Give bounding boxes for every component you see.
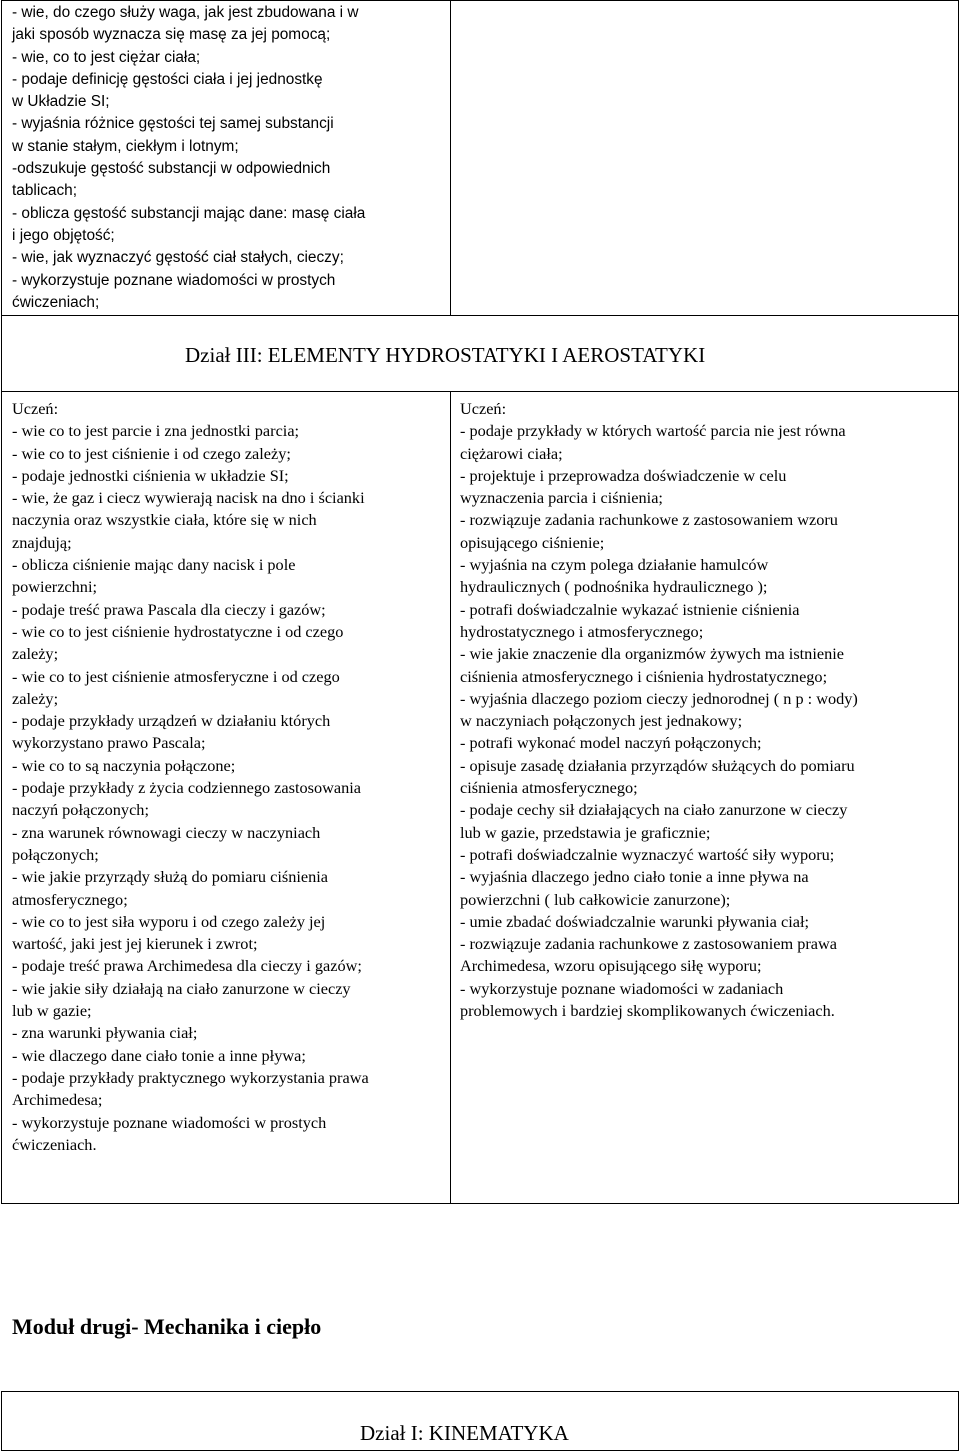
text-line: problemowych i bardziej skomplikowanych ćwiczeniach.	[460, 1001, 835, 1021]
text-line: - wie, że gaz i ciecz wywierają nacisk na dno i ścianki	[12, 488, 365, 508]
text-line: - wykorzystuje poznane wiadomości w zadaniach	[460, 978, 784, 998]
text-line: - podaje cechy sił działających na ciało zanurzone w cieczy	[460, 800, 848, 820]
text-line: jaki sposób wyznacza się masę za jej pomocą;	[12, 26, 331, 44]
text-line: - wie jakie znaczenie dla organizmów żywych ma istnienie	[460, 644, 844, 664]
text-line: - wykorzystuje poznane wiadomości w prostych	[12, 271, 336, 289]
top-right-cell	[450, 0, 959, 316]
text-line: wartość, jaki jest jej kierunek i zwrot;	[12, 934, 258, 954]
text-line: - podaje treść prawa Archimedesa dla cieczy i gazów;	[12, 956, 362, 976]
text-line: w naczyniach połączonych jest jednakowy;	[460, 711, 743, 731]
text-line: atmosferycznego;	[12, 889, 128, 909]
text-line: naczyń połączonych;	[12, 800, 149, 820]
text-line: - wie co to jest ciśnienie atmosferyczne i od czego	[12, 666, 340, 686]
text-line: ćwiczeniach.	[12, 1134, 97, 1154]
text-line: - wie co to jest parcie i zna jednostki parcia;	[12, 421, 300, 441]
text-line: - zna warunki pływania ciał;	[12, 1023, 198, 1043]
module-title: Moduł drugi- Mechanika i ciepło	[12, 1314, 322, 1339]
text-line: Archimedesa, wzoru opisującego siłę wyporu;	[460, 956, 762, 976]
text-line: ciężarowi ciała;	[460, 443, 563, 463]
text-line: - podaje jednostki ciśnienia w układzie SI;	[12, 465, 289, 485]
student-label: Uczeń:	[460, 399, 507, 418]
text-line: - opisuje zasadę działania przyrządów służących do pomiaru	[460, 755, 855, 775]
dzial-iii-left-text	[12, 398, 369, 1156]
text-line: -odszukuje gęstość substancji w odpowiednich	[12, 160, 331, 178]
text-line: znajdują;	[12, 532, 72, 552]
dzial-iii-right-text	[460, 398, 858, 1022]
text-line: tablicach;	[12, 182, 78, 200]
text-line: zależy;	[12, 644, 59, 664]
text-line: - zna warunek równowagi cieczy w naczyniach	[12, 822, 321, 842]
text-line: naczynia oraz wszystkie ciała, które się w nich	[12, 510, 317, 530]
text-line: - podaje definicję gęstości ciała i jej jednostkę	[12, 70, 323, 88]
text-line: - oblicza gęstość substancji mając dane: masę ciała	[12, 204, 366, 222]
text-line: lub w gazie;	[12, 1001, 92, 1021]
text-line: - wyjaśnia na czym polega działanie hamulców	[460, 555, 769, 575]
text-line: - potrafi wykonać model naczyń połączonych;	[460, 733, 762, 753]
text-line: wyznaczenia parcia i ciśnienia;	[460, 488, 663, 508]
text-line: zależy;	[12, 688, 59, 708]
text-line: ćwiczeniach;	[12, 293, 100, 311]
text-line: - podaje przykłady urządzeń w działaniu których	[12, 711, 331, 731]
text-line: - wie dlaczego dane ciało tonie a inne pływa;	[12, 1045, 306, 1065]
text-line: - wykorzystuje poznane wiadomości w prostych	[12, 1112, 327, 1132]
text-line: w Układzie SI;	[12, 93, 110, 111]
text-line: połączonych;	[12, 844, 99, 864]
text-line: - podaje treść prawa Pascala dla cieczy i gazów;	[12, 599, 326, 619]
text-line: - potrafi doświadczalnie wyznaczyć wartość siły wyporu;	[460, 844, 835, 864]
text-line: hydraulicznych ( podnośnika hydraulicznego );	[460, 577, 768, 597]
text-line: lub w gazie, przedstawia je graficznie;	[460, 822, 711, 842]
dzial-iii-heading: Dział III: ELEMENTY HYDROSTATYKI I AEROSTATYKI	[185, 343, 706, 367]
text-line: - wie co to jest ciśnienie i od czego zależy;	[12, 443, 291, 463]
text-line: opisującego ciśnienie;	[460, 532, 605, 552]
text-line: - umie zbadać doświadczalnie warunki pływania ciał;	[460, 911, 809, 931]
text-line: w stanie stałym, ciekłym i lotnym;	[12, 137, 239, 155]
text-line: - wie co to jest ciśnienie hydrostatyczne i od czego	[12, 621, 344, 641]
text-line: - wie co to są naczynia połączone;	[12, 755, 236, 775]
text-line: - rozwiązuje zadania rachunkowe z zastosowaniem wzoru	[460, 510, 838, 530]
text-line: wykorzystano prawo Pascala;	[12, 733, 206, 753]
text-line: - projektuje i przeprowadza doświadczenie w celu	[460, 465, 787, 485]
text-line: - wie, do czego służy waga, jak jest zbudowana i w	[12, 4, 359, 21]
text-line: - potrafi doświadczalnie wykazać istnienie ciśnienia	[460, 599, 800, 619]
text-line: - oblicza ciśnienie mając dany nacisk i pole	[12, 555, 296, 575]
text-line: - rozwiązuje zadania rachunkowe z zastosowaniem prawa	[460, 934, 837, 954]
text-line: - wie jakie siły działają na ciało zanurzone w cieczy	[12, 978, 351, 998]
text-line: i jego objętość;	[12, 226, 115, 244]
text-line: - wie, jak wyznaczyć gęstość ciał stałych, cieczy;	[12, 249, 344, 267]
text-line: powierzchni;	[12, 577, 97, 597]
text-line: - wie co to jest siła wyporu i od czego zależy jej	[12, 911, 326, 931]
text-line: - wyjaśnia dlaczego jedno ciało tonie a inne pływa na	[460, 867, 809, 887]
text-line: - podaje przykłady w których wartość parcia nie jest równa	[460, 421, 846, 441]
text-line: - podaje przykłady z życia codziennego zastosowania	[12, 778, 361, 798]
dzial-i-heading: Dział I: KINEMATYKA	[360, 1421, 569, 1445]
text-line: - podaje przykłady praktycznego wykorzystania prawa	[12, 1067, 369, 1087]
student-label: Uczeń:	[12, 399, 59, 418]
text-line: Archimedesa;	[12, 1090, 103, 1110]
text-line: - wyjaśnia dlaczego poziom cieczy jednorodnej ( n p : wody)	[460, 688, 858, 708]
text-line: - wyjaśnia różnice gęstości tej samej substancji	[12, 115, 334, 133]
text-line: powierzchni ( lub całkowicie zanurzone);	[460, 889, 731, 909]
text-line: hydrostatycznego i atmosferycznego;	[460, 621, 704, 641]
text-line: ciśnienia atmosferycznego i ciśnienia hydrostatycznego;	[460, 666, 828, 686]
top-left-text	[12, 2, 365, 314]
text-line: ciśnienia atmosferycznego;	[460, 778, 638, 798]
text-line: - wie jakie przyrządy służą do pomiaru ciśnienia	[12, 867, 329, 887]
text-line: - wie, co to jest ciężar ciała;	[12, 48, 201, 66]
